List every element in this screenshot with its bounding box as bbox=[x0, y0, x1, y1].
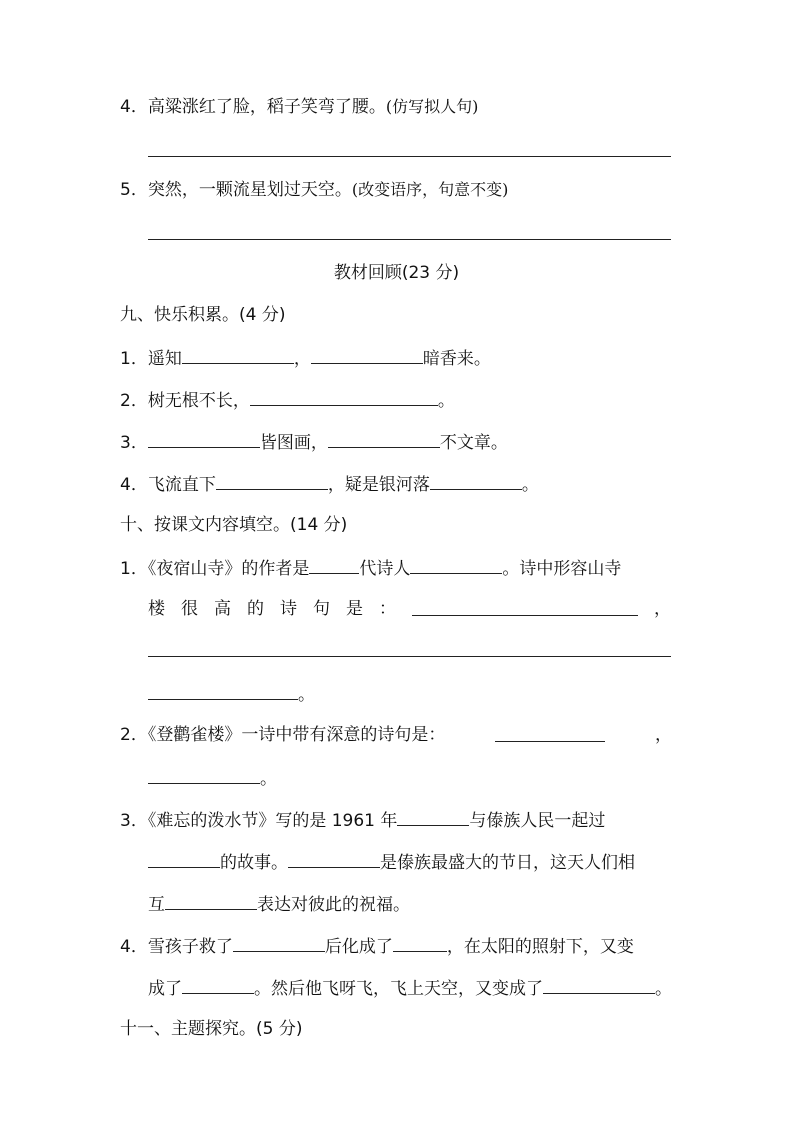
blank[interactable] bbox=[393, 933, 447, 952]
s9-item-4-text-a: 4．飞流直下 bbox=[120, 475, 216, 495]
s9-item-2-text-b: 。 bbox=[437, 391, 455, 411]
s10-item-2 bbox=[120, 723, 672, 747]
answer-line-q4[interactable] bbox=[148, 156, 671, 157]
s9-item-3-text-a: 3． bbox=[120, 433, 148, 453]
comma: ， bbox=[654, 599, 671, 619]
blank[interactable] bbox=[410, 555, 502, 574]
period: 。 bbox=[260, 769, 277, 789]
s10-item-3-text-b: 与傣族人民一起过 bbox=[469, 811, 606, 831]
blank[interactable] bbox=[182, 975, 254, 994]
char: 诗 bbox=[280, 599, 297, 619]
question-4-note: (仿写拟人句) bbox=[385, 97, 479, 116]
s10-item-3-text-d: 是傣族最盛大的节日，这天人们相 bbox=[380, 853, 635, 873]
blank[interactable] bbox=[288, 849, 380, 868]
s9-item-1-text-a: 1．遥知 bbox=[120, 349, 182, 369]
blank[interactable] bbox=[430, 471, 522, 490]
blank[interactable] bbox=[148, 849, 220, 868]
s10-item-3-text-c: 的故事。 bbox=[220, 853, 288, 873]
s10-item-1-spread bbox=[148, 597, 671, 621]
question-5-note: (改变语序，句意不变) bbox=[351, 180, 509, 199]
char: 是 bbox=[346, 599, 363, 619]
s9-item-4-text-c: 。 bbox=[521, 475, 539, 495]
blank[interactable] bbox=[309, 555, 359, 574]
char: 高 bbox=[214, 599, 231, 619]
blank[interactable] bbox=[148, 429, 260, 448]
s10-item-1-text-a: 1．《夜宿山寺》的作者是 bbox=[120, 559, 310, 579]
s10-item-4-line-2 bbox=[148, 975, 672, 1001]
s10-item-3 bbox=[120, 807, 605, 833]
s10-item-1-text-b: 代诗人 bbox=[359, 559, 411, 579]
blank[interactable] bbox=[543, 975, 655, 994]
char: ： bbox=[379, 599, 396, 619]
s10-item-3-text-a: 3．《难忘的泼水节》写的是 1961 年 bbox=[120, 811, 398, 831]
blank[interactable] bbox=[397, 807, 469, 826]
section-10-title: 十、按课文内容填空。(14 分) bbox=[120, 515, 348, 535]
s10-item-3-text-e: 互 bbox=[148, 895, 165, 915]
s10-item-1-text-c: 。诗中形容山寺 bbox=[502, 559, 622, 579]
s10-item-4-text-a: 4．雪孩子救了 bbox=[120, 937, 233, 957]
s10-item-3-line-3 bbox=[148, 891, 410, 917]
section-11-title: 十一、主题探究。(5 分) bbox=[120, 1019, 303, 1039]
answer-line-s10-1[interactable] bbox=[148, 656, 671, 657]
blank[interactable] bbox=[148, 765, 260, 784]
blank[interactable] bbox=[148, 681, 298, 700]
s9-item-2 bbox=[120, 387, 455, 413]
period: 。 bbox=[298, 685, 315, 705]
section-title: 教材回顾(23 分) bbox=[333, 263, 460, 283]
s9-item-2-text-a: 2．树无根不长， bbox=[120, 391, 250, 411]
s9-item-1 bbox=[120, 345, 491, 371]
comma: ， bbox=[654, 725, 672, 745]
s9-item-1-text-b: ， bbox=[293, 349, 311, 369]
question-5 bbox=[120, 178, 508, 202]
blank[interactable] bbox=[311, 345, 423, 364]
question-4 bbox=[120, 95, 478, 119]
s9-item-1-text-c: 暗香来。 bbox=[422, 349, 491, 369]
char: 的 bbox=[247, 599, 264, 619]
s10-item-2-text-a: 2．《登鹳雀楼》一诗中带有深意的诗句是： bbox=[120, 725, 446, 745]
s10-item-4-text-b: 后化成了 bbox=[324, 937, 393, 957]
blank[interactable] bbox=[233, 933, 325, 952]
char: 楼 bbox=[148, 599, 165, 619]
question-5-text: 5．突然，一颗流星划过天空。 bbox=[120, 180, 352, 200]
answer-line-q5[interactable] bbox=[148, 239, 671, 240]
char: 句 bbox=[313, 599, 330, 619]
s10-item-1-line-2 bbox=[148, 597, 671, 621]
s10-item-2-line-2 bbox=[148, 765, 277, 791]
s10-item-4-text-e: 。然后他飞呀飞，飞上天空，又变成了 bbox=[254, 979, 543, 999]
s10-item-4-text-d: 成了 bbox=[148, 979, 182, 999]
s9-item-3-text-c: 不文章。 bbox=[439, 433, 508, 453]
blank[interactable] bbox=[165, 891, 257, 910]
blank[interactable] bbox=[412, 597, 638, 616]
blank[interactable] bbox=[328, 429, 440, 448]
s10-item-4 bbox=[120, 933, 634, 959]
s10-item-3-text-f: 表达对彼此的祝福。 bbox=[257, 895, 410, 915]
s9-item-3 bbox=[120, 429, 508, 455]
blank[interactable] bbox=[182, 345, 294, 364]
s9-item-3-text-b: 皆图画， bbox=[259, 433, 328, 453]
s10-item-1-line-4 bbox=[148, 681, 315, 707]
char: 很 bbox=[181, 599, 198, 619]
s10-item-3-line-2 bbox=[148, 849, 635, 875]
question-4-text: 4．高粱涨红了脸，稻子笑弯了腰。 bbox=[120, 97, 386, 117]
blank[interactable] bbox=[250, 387, 438, 406]
blank[interactable] bbox=[216, 471, 328, 490]
section-9-title: 九、快乐积累。(4 分) bbox=[120, 305, 286, 325]
s10-item-1 bbox=[120, 555, 621, 581]
blank[interactable] bbox=[495, 723, 605, 742]
s10-item-4-text-f: 。 bbox=[655, 979, 672, 999]
s10-item-4-text-c: ，在太阳的照射下，又变 bbox=[446, 937, 634, 957]
s9-item-4 bbox=[120, 471, 539, 497]
s9-item-4-text-b: ，疑是银河落 bbox=[327, 475, 430, 495]
